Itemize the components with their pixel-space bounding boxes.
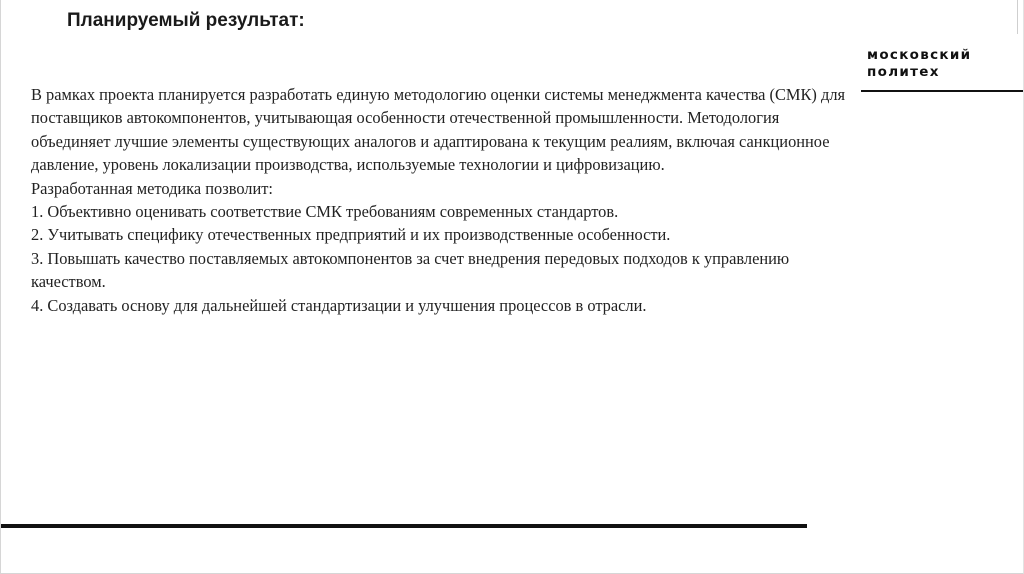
top-right-divider [1017,0,1018,34]
bottom-divider [1,524,807,528]
moscow-polytech-logo [867,47,1024,99]
intro-paragraph: В рамках проекта планируется разработать единую методологию оценки системы менеджмента качества (СМК) для поставщиков автокомпонентов, учитывающая особенности отечественной промышленности. Методология объединяет лучшие элементы существующих аналогов и адаптирована к текущим реалиям, включая санкционное давление, уровень локализации производства, используемые технологии и цифровизацию. [31,85,846,175]
logo-line-1: московский [867,47,972,63]
slide-body [31,83,861,317]
list-item-1: 1. Объективно оценивать соответствие СМК требованиям современных стандартов. [31,202,619,222]
logo-underline [861,90,1024,92]
list-item-2: 2. Учитывать специфику отечественных предприятий и их производственные особенности. [31,225,671,245]
logo-line-2: политех [867,64,940,80]
list-item-3: 3. Повышать качество поставляемых автокомпонентов за счет внедрения передовых подходов к управлению качеством. [31,248,790,292]
slide-title: Планируемый результат: [67,10,305,31]
list-item-4: 4. Создавать основу для дальнейшей стандартизации и улучшения процессов в отрасли. [31,295,647,315]
methodology-lead-in: Разработанная методика позволит: [31,178,273,198]
